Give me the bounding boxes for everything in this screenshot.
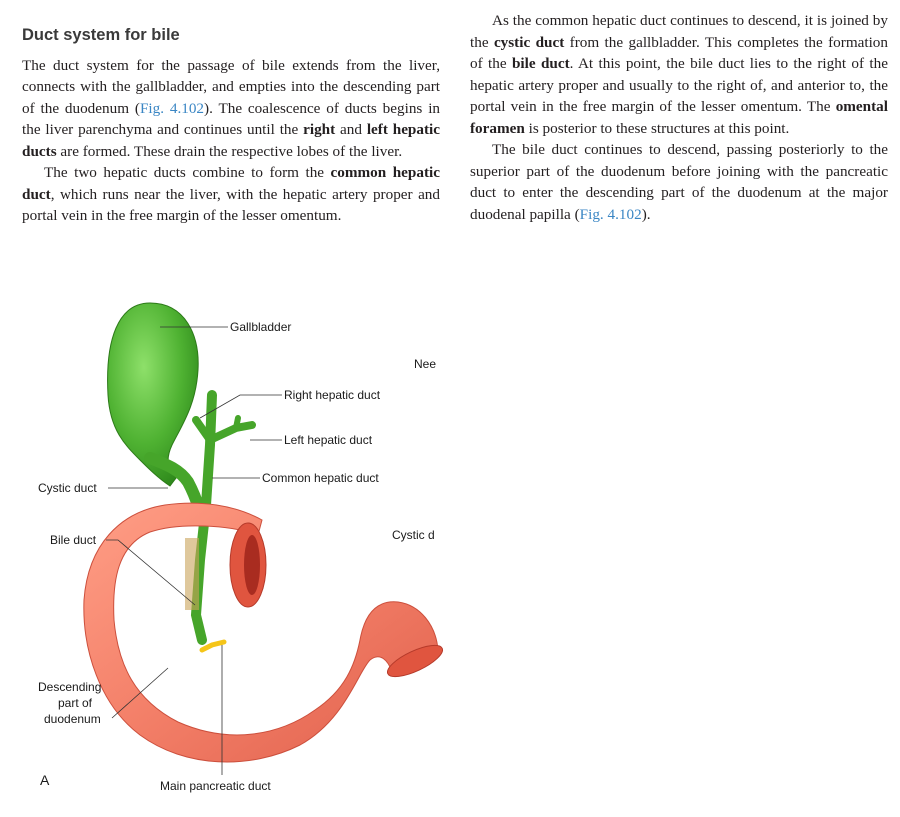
label-gallbladder: Gallbladder [230,320,292,334]
section-heading: Duct system for bile [22,26,180,44]
text-span: and [335,121,367,138]
text-span: ). The coalescence of ducts begins in the liver parenchyma and continues until the [22,99,441,138]
left-column [22,10,440,227]
label-main-pancreatic-duct: Main pancreatic duct [160,779,271,793]
label-cystic-duct: Cystic duct [38,481,97,495]
label-common-hepatic-duct: Common hepatic duct [262,471,379,485]
paragraph-3 [470,10,888,139]
text-span: from the gallbladder. This completes the formation of the [470,33,888,72]
paragraph-1 [22,55,440,163]
label-right-hepatic-duct: Right hepatic duct [284,388,381,402]
paragraph-2 [22,162,440,227]
label-descending-line3: duodenum [44,712,101,726]
bold-term: omental foramen [470,98,888,137]
text-span: , which runs near the liver, with the hepatic artery proper and portal vein in the free margin of the lesser omentum. [22,185,440,224]
bold-term: common hepatic duct [22,164,440,203]
text-span: The bile duct continues to descend, passing posteriorly to the superior part of the duodenum before joining with the pancreatic duct to enter the descending part of the duodenum at the major duodenal papilla ( [470,141,888,223]
text-span: are formed. These drain the respective lobes of the liver. [56,142,403,160]
text-span: . At this point, the bile duct lies to the right of the hepatic artery proper and usually to the right of, and anterior to, the portal vein in the free margin of the lesser omentum. The [470,55,888,115]
text-span: is posterior to these structures at this point. [524,119,790,137]
figure-reference-link[interactable]: Fig. 4.102 [139,99,205,117]
bold-term: left hepatic ducts [22,121,440,160]
text-span: The two hepatic ducts combine to form the [44,164,331,181]
bold-term: right [303,121,336,138]
panel-label: A [40,772,50,788]
text-span: As the common hepatic duct continues to descend, it is joined by the [470,12,888,51]
bold-term: bile duct [511,55,570,72]
left-hepatic-duct-shape [210,425,252,440]
paragraph-4 [470,139,888,225]
hepatic-branch-shape [236,418,238,428]
right-column [470,10,888,225]
label-nee: Nee [414,357,437,371]
text-span: ). [641,205,651,223]
label-descending-line2: part of [58,696,93,710]
label-bile-duct: Bile duct [50,533,97,547]
text-span: The duct system for the passage of bile extends from the liver, connects with the gallbladder, and empties into the descending part of the duodenum ( [22,56,440,117]
label-descending-line1: Descending [38,680,102,694]
bold-term: cystic duct [493,33,565,51]
bile-duct-shadow [185,538,199,610]
label-cystic-d: Cystic d [392,528,435,542]
biliary-duct-figure [0,290,480,810]
figure-reference-link[interactable]: Fig. 4.102 [579,205,642,223]
label-left-hepatic-duct: Left hepatic duct [284,433,373,447]
duodenum-lumen-upper [244,535,260,595]
